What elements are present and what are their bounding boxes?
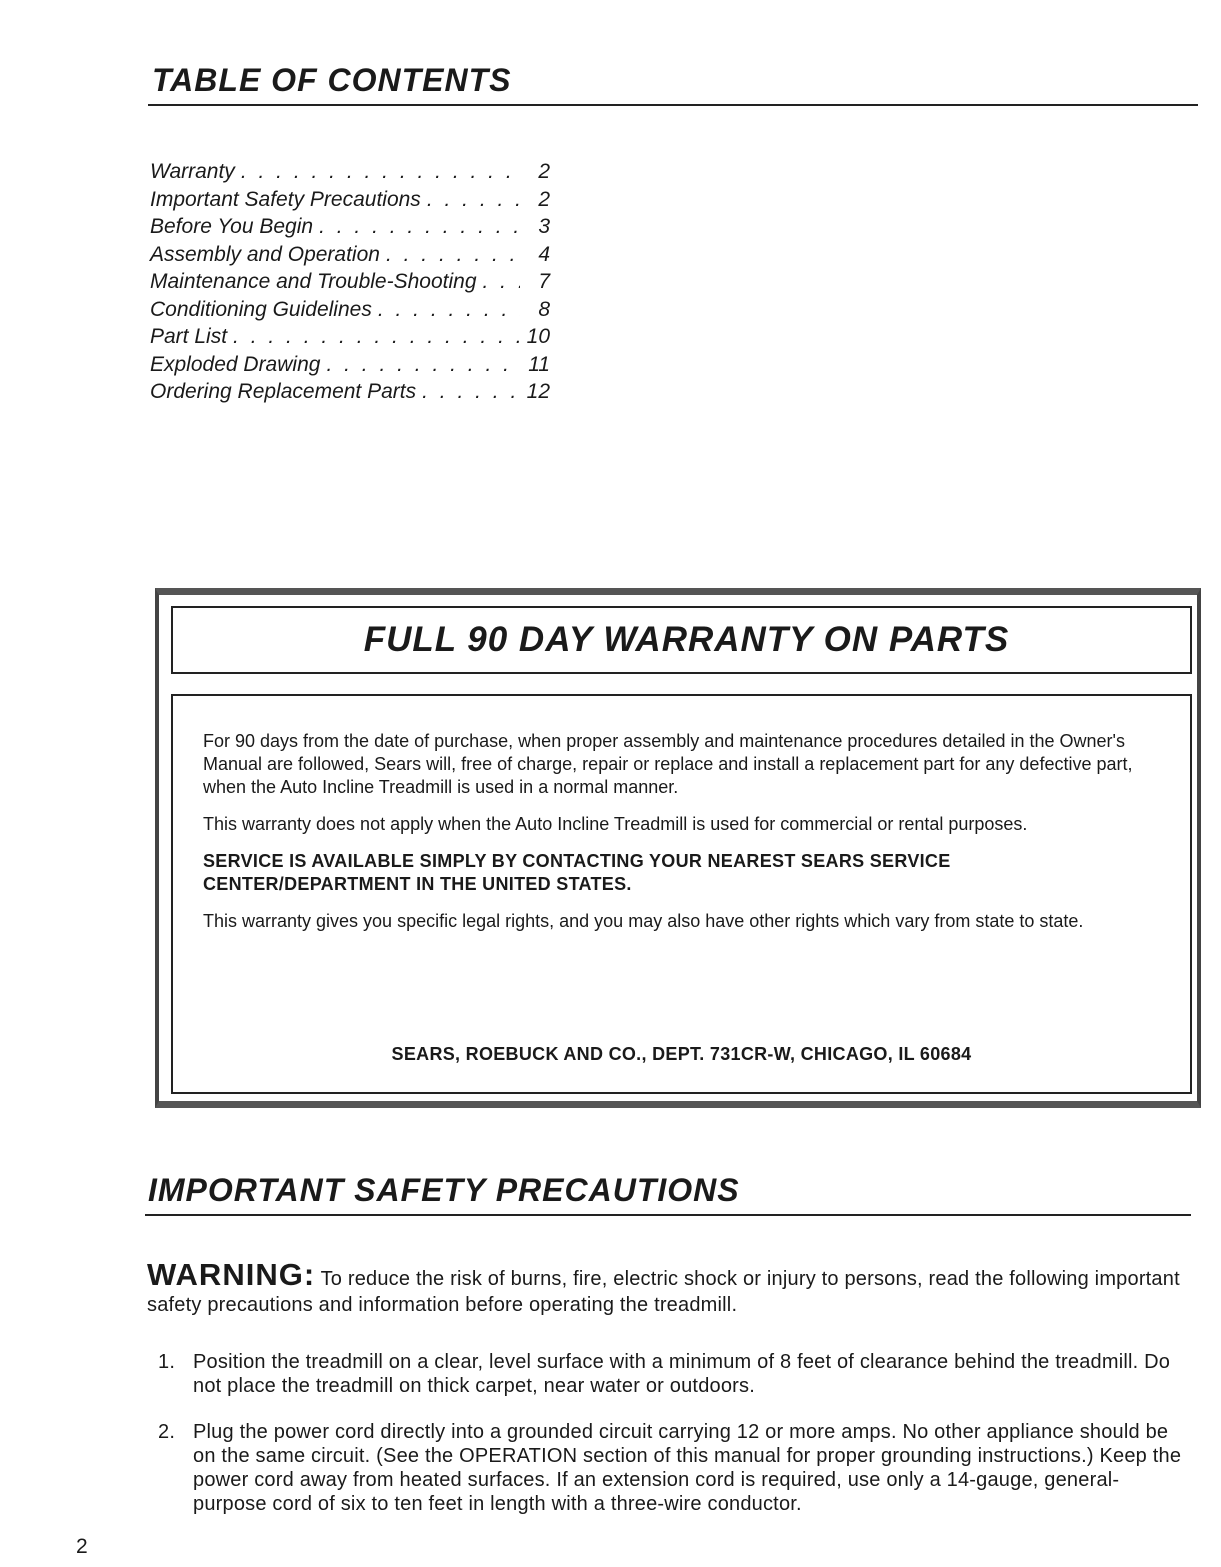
safety-item	[158, 1350, 1188, 1398]
toc-item-page: 3	[538, 215, 550, 238]
toc-leader	[422, 380, 520, 404]
toc-leader	[326, 353, 520, 377]
warranty-title: FULL 90 DAY WARRANTY ON PARTS	[363, 620, 1010, 659]
toc-heading: TABLE OF CONTENTS	[152, 62, 512, 98]
toc-leader	[233, 325, 520, 349]
warning-intro	[147, 1257, 1187, 1318]
safety-item-text: Position the treadmill on a clear, level surface with a minimum of 8 feet of clearance behind the treadmill. Do not place the treadmill on thick carpet, near water or outdoors.	[193, 1351, 1171, 1397]
page-number: 2	[76, 1535, 88, 1558]
toc-item-page: 10	[526, 325, 550, 348]
toc-item	[150, 380, 550, 408]
toc-leader	[319, 215, 520, 239]
warranty-text	[203, 730, 1143, 947]
toc-leader	[483, 270, 521, 294]
toc-item	[150, 215, 550, 243]
safety-list	[158, 1350, 1188, 1538]
toc-leader	[386, 243, 520, 267]
toc-item-page: 7	[538, 270, 550, 293]
toc-item	[150, 188, 550, 216]
toc-item-page: 11	[528, 352, 550, 376]
safety-item-number: 1.	[158, 1351, 176, 1373]
toc-item-title: Exploded Drawing	[150, 352, 321, 376]
toc-item-title: Part List	[150, 325, 228, 348]
toc-item-page: 12	[526, 380, 550, 403]
warranty-paragraph: This warranty gives you specific legal rights, and you may also have other rights which vary from state to state.	[203, 911, 1084, 931]
safety-item	[158, 1420, 1188, 1516]
toc-item	[150, 270, 550, 298]
safety-divider	[145, 1214, 1191, 1216]
toc-item-page: 4	[538, 242, 550, 266]
warning-label: WARNING:	[147, 1257, 316, 1292]
safety-heading: IMPORTANT SAFETY PRECAUTIONS	[148, 1172, 740, 1208]
warranty-address: SEARS, ROEBUCK AND CO., DEPT. 731CR-W, CHICAGO, IL 60684	[391, 1044, 972, 1064]
toc-item-page: 2	[538, 187, 550, 211]
toc-item	[150, 298, 550, 326]
toc-item	[150, 160, 550, 188]
toc-item-title: Conditioning Guidelines	[150, 297, 372, 321]
toc-item-title: Warranty	[150, 160, 235, 183]
toc-item-page: 8	[538, 297, 550, 321]
toc-divider	[148, 104, 1198, 106]
warranty-title-box	[171, 606, 1192, 674]
toc-list	[150, 160, 550, 408]
toc-item-title: Ordering Replacement Parts	[150, 380, 417, 403]
toc-item	[150, 243, 550, 271]
toc-item-title: Maintenance and Trouble-Shooting	[150, 270, 477, 293]
warranty-service-notice: SERVICE IS AVAILABLE SIMPLY BY CONTACTING YOUR NEAREST SEARS SERVICE CENTER/DEPARTMENT IN THE UNITED STATES.	[203, 851, 951, 894]
toc-item-title: Important Safety Precautions	[150, 187, 421, 211]
toc-item-title: Assembly and Operation	[150, 242, 380, 266]
toc-leader	[241, 160, 520, 184]
safety-item-text: Plug the power cord directly into a grounded circuit carrying 12 or more amps. No other appliance should be on the same circuit. (See the OPERATION section of this manual for proper grounding instructions.) Keep the power cord away from heated surfaces. If an extension cord is required, use only a 14-gauge, general-purpose cord of six to ten feet in length with a three-wire conductor.	[193, 1421, 1182, 1515]
toc-leader	[427, 188, 520, 212]
toc-item-page: 2	[538, 160, 550, 183]
toc-item	[150, 325, 550, 353]
toc-leader	[378, 298, 520, 322]
warning-text: To reduce the risk of burns, fire, electric shock or injury to persons, read the following important safety precautions and information before operating the treadmill.	[147, 1268, 1180, 1316]
warranty-paragraph: For 90 days from the date of purchase, when proper assembly and maintenance procedures detailed in the Owner's Manual are followed, Sears will, free of charge, repair or replace and install a replacement part for any defective part, when the Auto Incline Treadmill is used in a normal manner.	[203, 731, 1133, 797]
toc-item-title: Before You Begin	[150, 215, 314, 238]
safety-item-number: 2.	[158, 1421, 176, 1443]
warranty-paragraph: This warranty does not apply when the Auto Incline Treadmill is used for commercial or rental purposes.	[203, 814, 1028, 834]
toc-item	[150, 353, 550, 381]
